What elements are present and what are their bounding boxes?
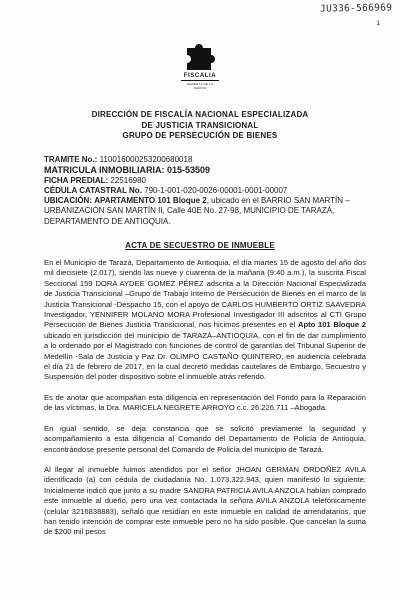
paragraph-diligence	[44, 258, 366, 383]
header-line-2: DE JUSTICIA TRANSICIONAL	[141, 120, 259, 130]
header-line-1: DIRECCIÓN DE FISCALÍA NACIONAL ESPECIALIZADA	[91, 110, 309, 119]
handwritten-file-number: JU336-566969	[319, 2, 393, 15]
cedula-row	[44, 186, 366, 196]
ubicacion-row	[44, 196, 366, 227]
matricula-label: MATRICULA INMOBILIARIA:	[44, 165, 165, 176]
paragraph-1-text-a: En el Municipio de Tarazá, Departamento de Antioquia, el día martes 15 de agosto del año dos mil diecisiete (2.017), siendo las nueve y cuarenta de la mañana (9:40 a.m.), la suscrita Fiscal Seccional 159 DORA AYDEE GOMEZ PÉREZ adscrita a la Dirección Nacional Especializada de Justicia Transicional –Grupo de Trabajo Interno de Persecución de Bienes en el marco de la Justicia Transicional -Despacho 15, con el apoyo de CARLOS HUMBERTO ORTIZ SAAVEDRA Investigador, YENNIFER MOLANO MORA Profesional Investigador III adscritos al CTI Grupo Persecución de Bienes Justicia Transicional, nos hicimos presentes en el	[44, 258, 366, 330]
paragraph-police-support: En igual sentido, se deja constancia que se solicitó previamente la seguridad y acompañamiento a esta diligencia al Comando del Departamento de Policía de Antioquia, encontrándose presente personal del Comando de Policía del municipio de Tarazá.	[44, 423, 366, 454]
paragraph-attendance: Al llegar al inmueble fuimos atendidos por el señor JHOAN GERMAN ORDOÑEZ AVILA identificado (a) con cédula de ciudadanía No. 1.073.322.943, quien manifestó lo siguiente: Inicialmente indicó que junto a su madre SANDRA PATRICIA AVILA ANZOLA habían comprado este inmueble al dueño, pero una vez contactada la señora AVILA ANZOLA telefónicamente (celular 3216838883), señaló que residían en este inmueble en calidad de arrendatarios, que han tenido intención de comprar este inmueble pero no ha sido posible. Que cancelan la suma de $200 mil pesos	[44, 464, 366, 537]
cedula-value: 790-1-001-020-0026-00001-0001-00007	[144, 185, 288, 195]
puzzle-piece-icon	[183, 40, 217, 72]
cedula-label: CÉDULA CATASTRAL No.	[44, 185, 142, 195]
matricula-row	[44, 165, 366, 175]
fiscalia-logo	[181, 40, 219, 90]
acta-title: ACTA DE SECUESTRO DE INMUEBLE	[125, 241, 275, 250]
ficha-label: FICHA PREDIAL:	[44, 175, 109, 185]
tramite-label: TRAMITE No.:	[44, 155, 98, 164]
tramite-value: 110016000253200680018	[99, 155, 193, 164]
paragraph-1-text-b: ubicado en jurisdicción del municipio de TARAZÁ–ANTIOQUIA, con el fin de dar cumplimiento a lo ordenado por el Magistrado con funciones de control de garantías del Tribunal Superior de Medellín -Sala de Justicia y Paz Dr. OLIMPO CASTAÑO QUINTERO, en audiencia celebrada el día 21 de febrero de 2017, en la cual decretó medidas cautelares de Embargo, Secuestro y Suspensión del poder dispositivo sobre el inmueble atrás referido.	[44, 330, 366, 382]
case-metadata	[44, 155, 366, 227]
document-body	[44, 258, 366, 548]
paragraph-1-property: Apto 101 Bloque 2	[298, 320, 366, 330]
ficha-row	[44, 176, 366, 186]
ubicacion-address: , ubicado en el BARRIO SAN MARTÍN –URBANIZACIÓN SAN MARTÍN II, Calle 40E No. 27-98, MUNICIPIO DE TARAZÁ, DEPARTAMENTO DE ANTIOQUIA.	[44, 196, 350, 226]
document-header	[0, 110, 400, 142]
page-number: 1	[376, 20, 380, 27]
tramite-row	[44, 155, 366, 165]
logo-subtitle: GENERAL DE LA NACION	[181, 80, 219, 90]
logo-wordmark: FISCALIA	[183, 73, 217, 79]
ficha-value: 22516980	[110, 175, 146, 185]
matricula-value: 015-53509	[167, 165, 211, 176]
header-line-3: GRUPO DE PERSECUCIÓN DE BIENES	[122, 131, 278, 140]
ubicacion-label: UBICACIÓN:	[44, 196, 92, 206]
paragraph-fund-representation: Es de anotar que acompañan esta diligencia en representación del Fondo para la Reparación de las víctimas, la Dra. MARICELA NEGRETE ARROYO c.c. 26.226.711 –Abogada.	[44, 392, 366, 413]
ubicacion-unit: APARTAMENTO 101 Bloque 2	[94, 196, 207, 206]
